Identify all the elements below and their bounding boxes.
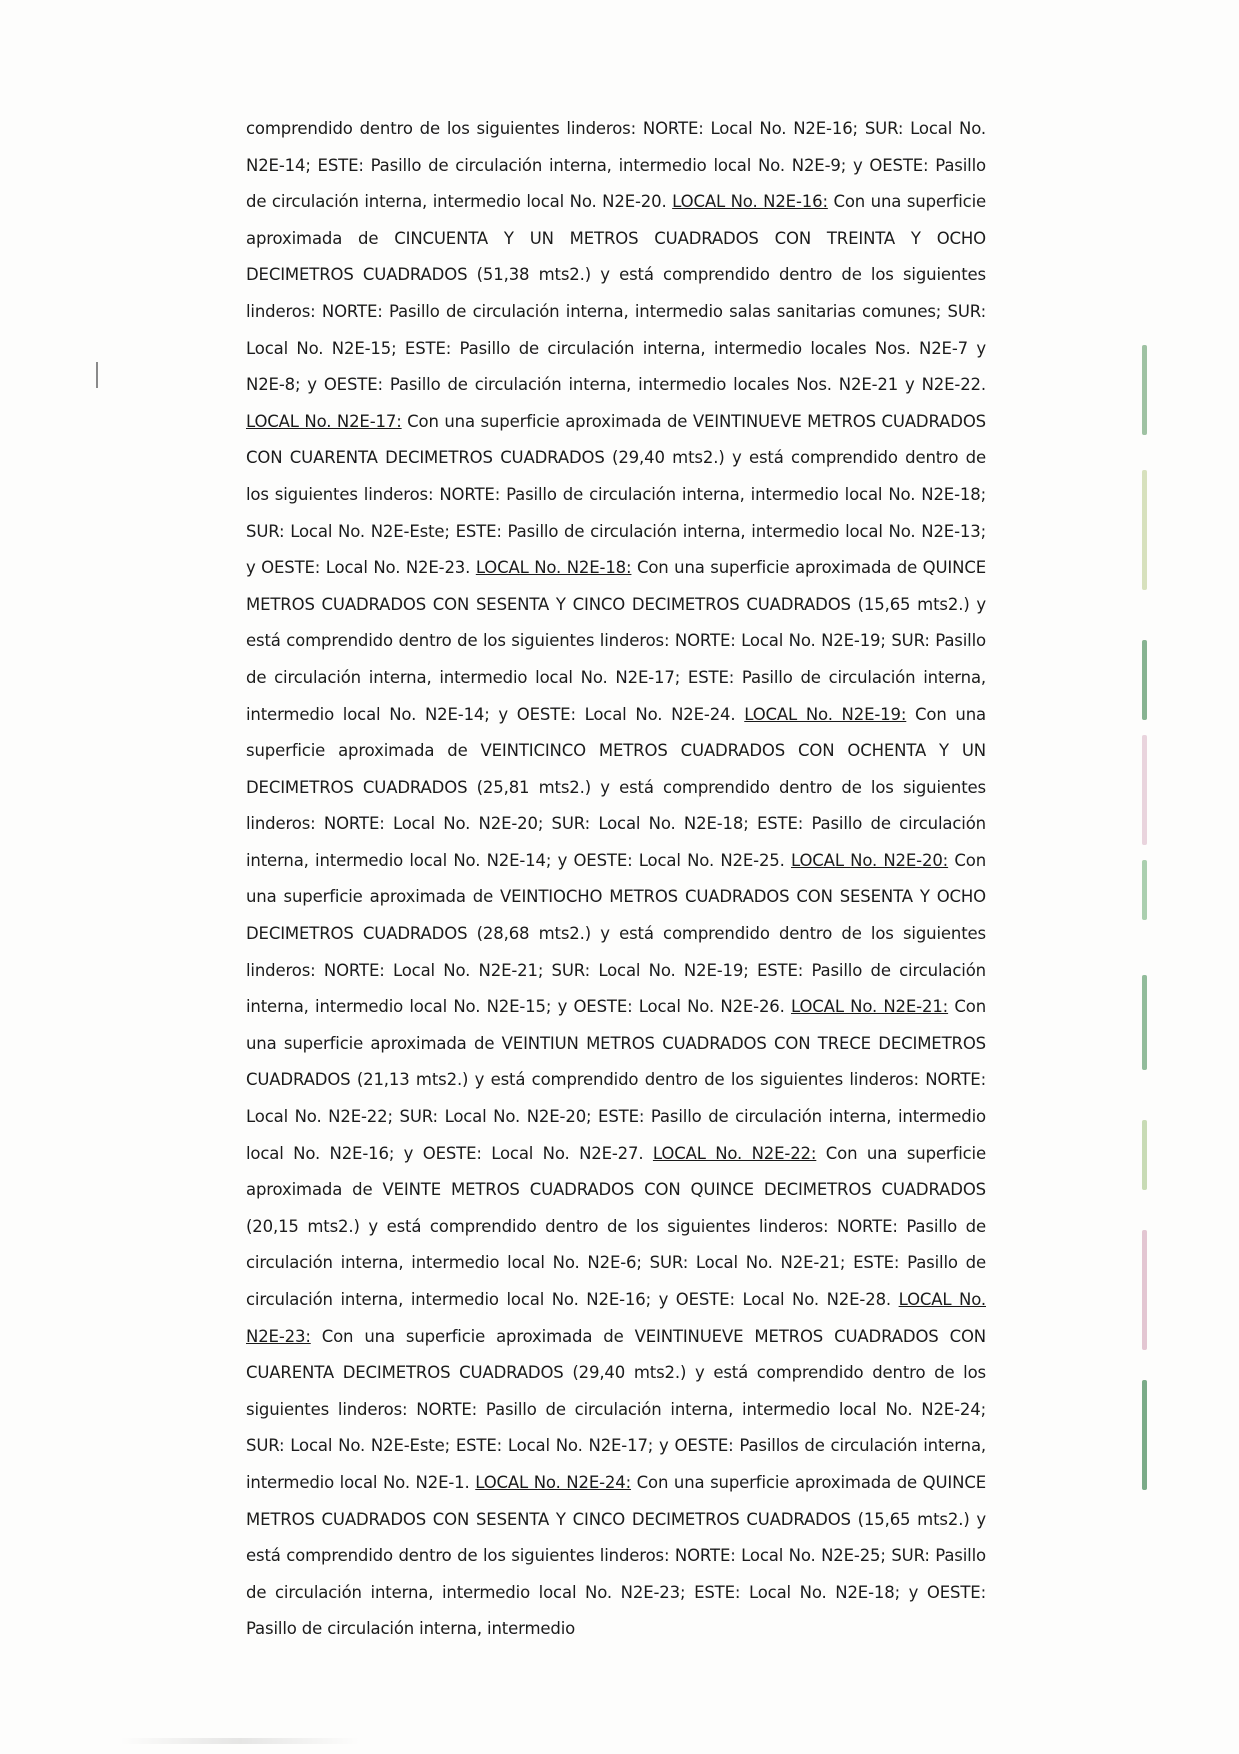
scan-edge-mark (1142, 345, 1147, 435)
local-heading-n2e-17: LOCAL No. N2E-17: (246, 411, 402, 431)
local-heading-n2e-16: LOCAL No. N2E-16: (672, 192, 828, 212)
local-heading-n2e-24: LOCAL No. N2E-24: (475, 1472, 632, 1492)
local-heading-n2e-18: LOCAL No. N2E-18: (475, 558, 632, 578)
text-segment: Con una superficie aproximada de QUINCE METROS CUADRADOS CON SESENTA Y CINCO DECIMETROS CUADRADOS (15,65 mts2.) y está comprendido dentro de los siguientes linderos: NORTE: Local No. N2E-25; SUR: Pasillo de circulación interna, intermedio local No. N2E-23; ESTE: Local No. N2E-18; y OESTE: Pasillo de circulación interna, intermedio (246, 1472, 986, 1639)
scan-edge-mark (1142, 1230, 1147, 1350)
scan-edge-mark (1142, 860, 1147, 920)
text-segment: Con una superficie aproximada de CINCUENTA Y UN METROS CUADRADOS CON TREINTA Y OCHO DECIMETROS CUADRADOS (51,38 mts2.) y está comprendido dentro de los siguientes linderos: NORTE: Pasillo de circulación interna, intermedio salas sanitarias comunes; SUR: Local No. N2E-15; ESTE: Pasillo de circulación interna, intermedio locales Nos. N2E-7 y N2E-8; y OESTE: Pasillo de circulación interna, intermedio locales Nos. N2E-21 y N2E-22. (246, 192, 987, 395)
text-segment: Con una superficie aproximada de QUINCE METROS CUADRADOS CON SESENTA Y CINCO DECIMETROS CUADRADOS (15,65 mts2.) y está comprendido dentro de los siguientes linderos: NORTE: Local No. N2E-19; SUR: Pasillo de circulación interna, intermedio local No. N2E-17; ESTE: Pasillo de circulación interna, intermedio local No. N2E-14; y OESTE: Local No. N2E-24. (246, 558, 986, 724)
scan-smudge (120, 1738, 360, 1744)
scan-mark (96, 362, 98, 388)
scan-edge-mark (1142, 470, 1147, 590)
scan-edge-mark (1142, 975, 1147, 1070)
scan-edge-mark (1142, 735, 1147, 845)
text-segment: Con una superficie aproximada de VEINTINUEVE METROS CUADRADOS CON CUARENTA DECIMETROS CUADRADOS (29,40 mts2.) y está comprendido dentro de los siguientes linderos: NORTE: Pasillo de circulación interna, intermedio local No. N2E-18; SUR: Local No. N2E-Este; ESTE: Pasillo de circulación interna, intermedio local No. N2E-13; y OESTE: Local No. N2E-23. (246, 411, 986, 578)
local-heading-n2e-22: LOCAL No. N2E-22: (652, 1143, 817, 1163)
scan-edge-mark (1142, 640, 1147, 720)
local-heading-n2e-21: LOCAL No. N2E-21: (791, 997, 949, 1017)
text-segment: Con una superficie aproximada de VEINTICINCO METROS CUADRADOS CON OCHENTA Y UN DECIMETROS CUADRADOS (25,81 mts2.) y está comprendido dentro de los siguientes linderos: NORTE: Local No. N2E-20; SUR: Local No. N2E-18; ESTE: Pasillo de circulación interna, intermedio local No. N2E-14; y OESTE: Local No. N2E-25. (246, 704, 986, 870)
body-text (246, 111, 986, 1648)
scan-edge-mark (1142, 1120, 1147, 1190)
local-heading-n2e-19: LOCAL No. N2E-19: (744, 704, 907, 724)
text-segment: Con una superficie aproximada de VEINTINUEVE METROS CUADRADOS CON CUARENTA DECIMETROS CUADRADOS (29,40 mts2.) y está comprendido dentro de los siguientes linderos: NORTE: Pasillo de circulación interna, intermedio local No. N2E-24; SUR: Local No. N2E-Este; ESTE: Local No. N2E-17; y OESTE: Pasillos de circulación interna, intermedio local No. N2E-1. (246, 1326, 986, 1492)
text-segment: Con una superficie aproximada de VEINTIOCHO METROS CUADRADOS CON SESENTA Y OCHO DECIMETROS CUADRADOS (28,68 mts2.) y está comprendido dentro de los siguientes linderos: NORTE: Local No. N2E-21; SUR: Local No. N2E-19; ESTE: Pasillo de circulación interna, intermedio local No. N2E-15; y OESTE: Local No. N2E-26. (246, 850, 986, 1017)
text-segment: Con una superficie aproximada de VEINTIUN METROS CUADRADOS CON TRECE DECIMETROS CUADRADOS (21,13 mts2.) y está comprendido dentro de los siguientes linderos: NORTE: Local No. N2E-22; SUR: Local No. N2E-20; ESTE: Pasillo de circulación interna, intermedio local No. N2E-16; y OESTE: Local No. N2E-27. (246, 997, 986, 1163)
text-segment: Con una superficie aproximada de VEINTE METROS CUADRADOS CON QUINCE DECIMETROS CUADRADOS (20,15 mts2.) y está comprendido dentro de los siguientes linderos: NORTE: Pasillo de circulación interna, intermedio local No. N2E-6; SUR: Local No. N2E-21; ESTE: Pasillo de circulación interna, intermedio local No. N2E-16; y OESTE: Local No. N2E-28. (246, 1143, 986, 1309)
local-heading-n2e-23: LOCAL No. N2E-23: (246, 1290, 986, 1346)
scan-edge-mark (1142, 1380, 1147, 1490)
text-segment: comprendido dentro de los siguientes linderos: NORTE: Local No. N2E-16; SUR: Local No. N2E-14; ESTE: Pasillo de circulación interna, intermedio local No. N2E-9; y OESTE: Pasillo de circulación interna, intermedio local No. N2E-20. (246, 119, 986, 212)
local-heading-n2e-20: LOCAL No. N2E-20: (791, 850, 949, 870)
